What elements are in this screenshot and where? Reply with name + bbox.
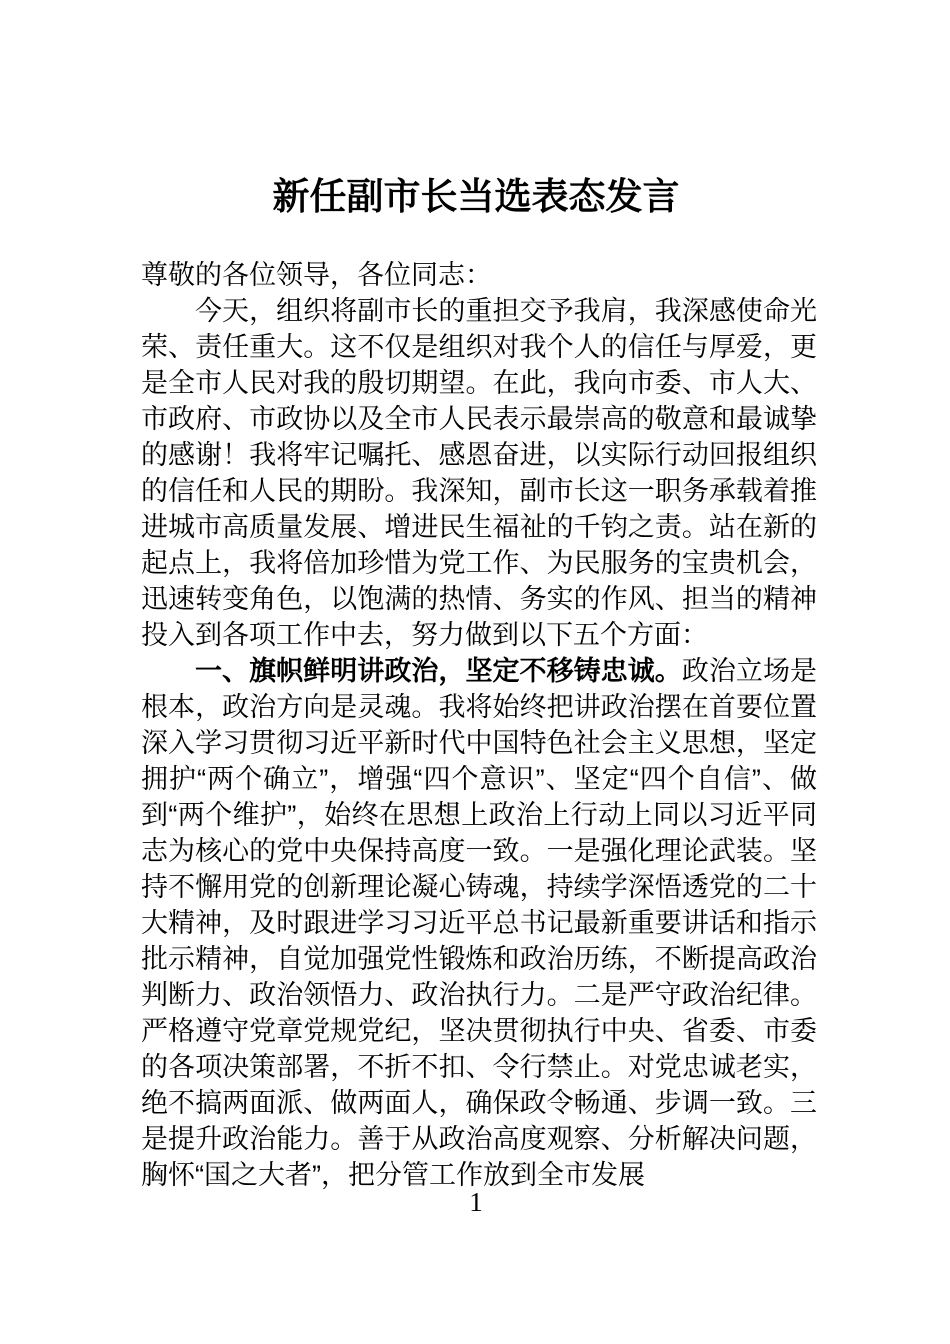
document-title: 新任副市长当选表态发言: [272, 176, 680, 217]
paragraph: 一、旗帜鲜明讲政治，坚定不移铸忠诚。政治立场是根本，政治方向是灵魂。我将始终把讲政治摆在首要位置深入学习贯彻习近平新时代中国特色社会主义思想，坚定拥护“两个确立”，增强“四个意识”、坚定“四个自信”、做到“两个维护”，始终在思想上政治上行动上同以习近平同志为核心的党中央保持高度一致。一是强化理论武装。坚持不懈用党的创新理论凝心铸魂，持续学深悟透党的二十大精神，及时跟进学习习近平总书记最新重要讲话和指示批示精神，自觉加强党性锻炼和政治历练，不断提高政治判断力、政治领悟力、政治执行力。二是严守政治纪律。严格遵守党章党规党纪，坚决贯彻执行中央、省委、市委的各项决策部署，不折不扣、令行禁止。对党忠诚老实，绝不搞两面派、做两面人，确保政令畅通、步调一致。三是提升政治能力。善于从政治高度观察、分析解决问题，胸怀“国之大者”，把分管工作放到全市发展: [141, 656, 818, 1190]
document-body: [141, 257, 817, 1193]
page-number: 1: [469, 1187, 483, 1217]
paragraph: 尊敬的各位领导，各位同志：: [141, 260, 492, 290]
paragraph-lead: 一、旗帜鲜明讲政治，坚定不移铸忠诚。: [195, 656, 682, 686]
paragraph: 今天，组织将副市长的重担交予我肩，我深感使命光荣、责任重大。这不仅是组织对我个人的信任与厚爱，更是全市人民对我的殷切期望。在此，我向市委、市人大、市政府、市政协以及全市人民表示最崇高的敬意和最诚挚的感谢！我将牢记嘱托、感恩奋进，以实际行动回报组织的信任和人民的期盼。我深知，副市长这一职务承载着推进城市高质量发展、增进民生福祉的千钧之责。站在新的起点上，我将倍加珍惜为党工作、为民服务的宝贵机会，迅速转变角色，以饱满的热情、务实的作风、担当的精神投入到各项工作中去，努力做到以下五个方面：: [141, 296, 817, 650]
